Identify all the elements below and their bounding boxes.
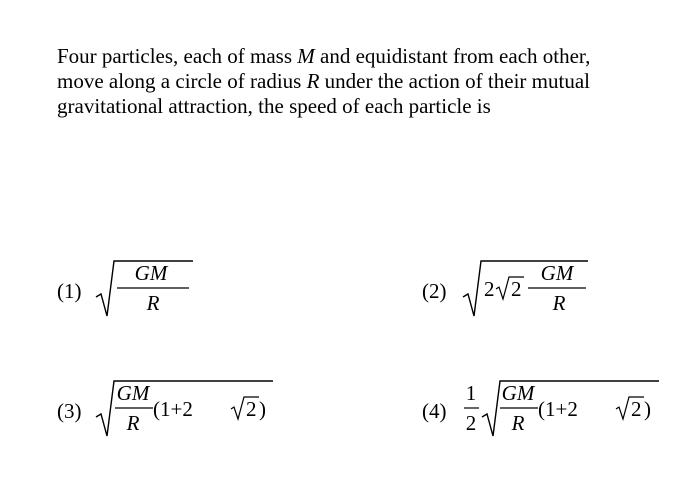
question-line-1-part-a: Four particles, each of mass (57, 44, 298, 68)
question-line-2-part-b: under the action of their mutual (319, 69, 590, 93)
option-3-denominator: R (126, 411, 140, 435)
question-line-3: gravitational attraction, the speed of each particle is (57, 94, 491, 118)
option-1-numerator: GM (134, 261, 168, 285)
option-4-inner-radicand: 2 (631, 397, 642, 421)
option-4-paren-open: (1+2 (538, 397, 578, 421)
option-2-numerator: GM (540, 261, 574, 285)
option-4[interactable] (422, 375, 662, 445)
option-3-number: (3) (57, 399, 82, 423)
option-4-denominator: R (511, 411, 525, 435)
option-2-formula (460, 255, 610, 325)
option-2[interactable] (422, 255, 622, 325)
mass-symbol: M (297, 44, 315, 68)
option-4-numerator: GM (501, 381, 535, 405)
option-1-formula (93, 255, 203, 325)
option-3[interactable] (57, 375, 277, 445)
option-3-formula (93, 375, 283, 445)
option-3-paren-open: (1+2 (153, 397, 193, 421)
option-1-number: (1) (57, 279, 82, 303)
option-1[interactable] (57, 255, 217, 325)
option-2-number: (2) (422, 279, 447, 303)
option-4-prefactor-numerator: 1 (465, 381, 477, 405)
option-2-inner-radicand: 2 (511, 277, 522, 301)
option-4-paren-close: ) (644, 397, 651, 421)
option-3-paren-close: ) (259, 397, 266, 421)
option-4-number: (4) (422, 399, 447, 423)
option-4-formula (462, 375, 672, 445)
option-3-inner-radicand: 2 (246, 397, 257, 421)
question-line-2-part-a: move along a circle of radius (57, 69, 307, 93)
option-2-denominator: R (552, 291, 566, 315)
question-line-1 (57, 44, 657, 69)
option-1-denominator: R (146, 291, 160, 315)
question-line-1-part-b: and equidistant from each other, (314, 44, 591, 68)
question-text (57, 44, 657, 119)
option-3-numerator: GM (116, 381, 150, 405)
option-2-coefficient: 2 (484, 277, 495, 301)
radius-symbol: R (306, 69, 320, 93)
question-line-2 (57, 69, 657, 94)
option-4-prefactor-denominator: 2 (465, 411, 477, 435)
